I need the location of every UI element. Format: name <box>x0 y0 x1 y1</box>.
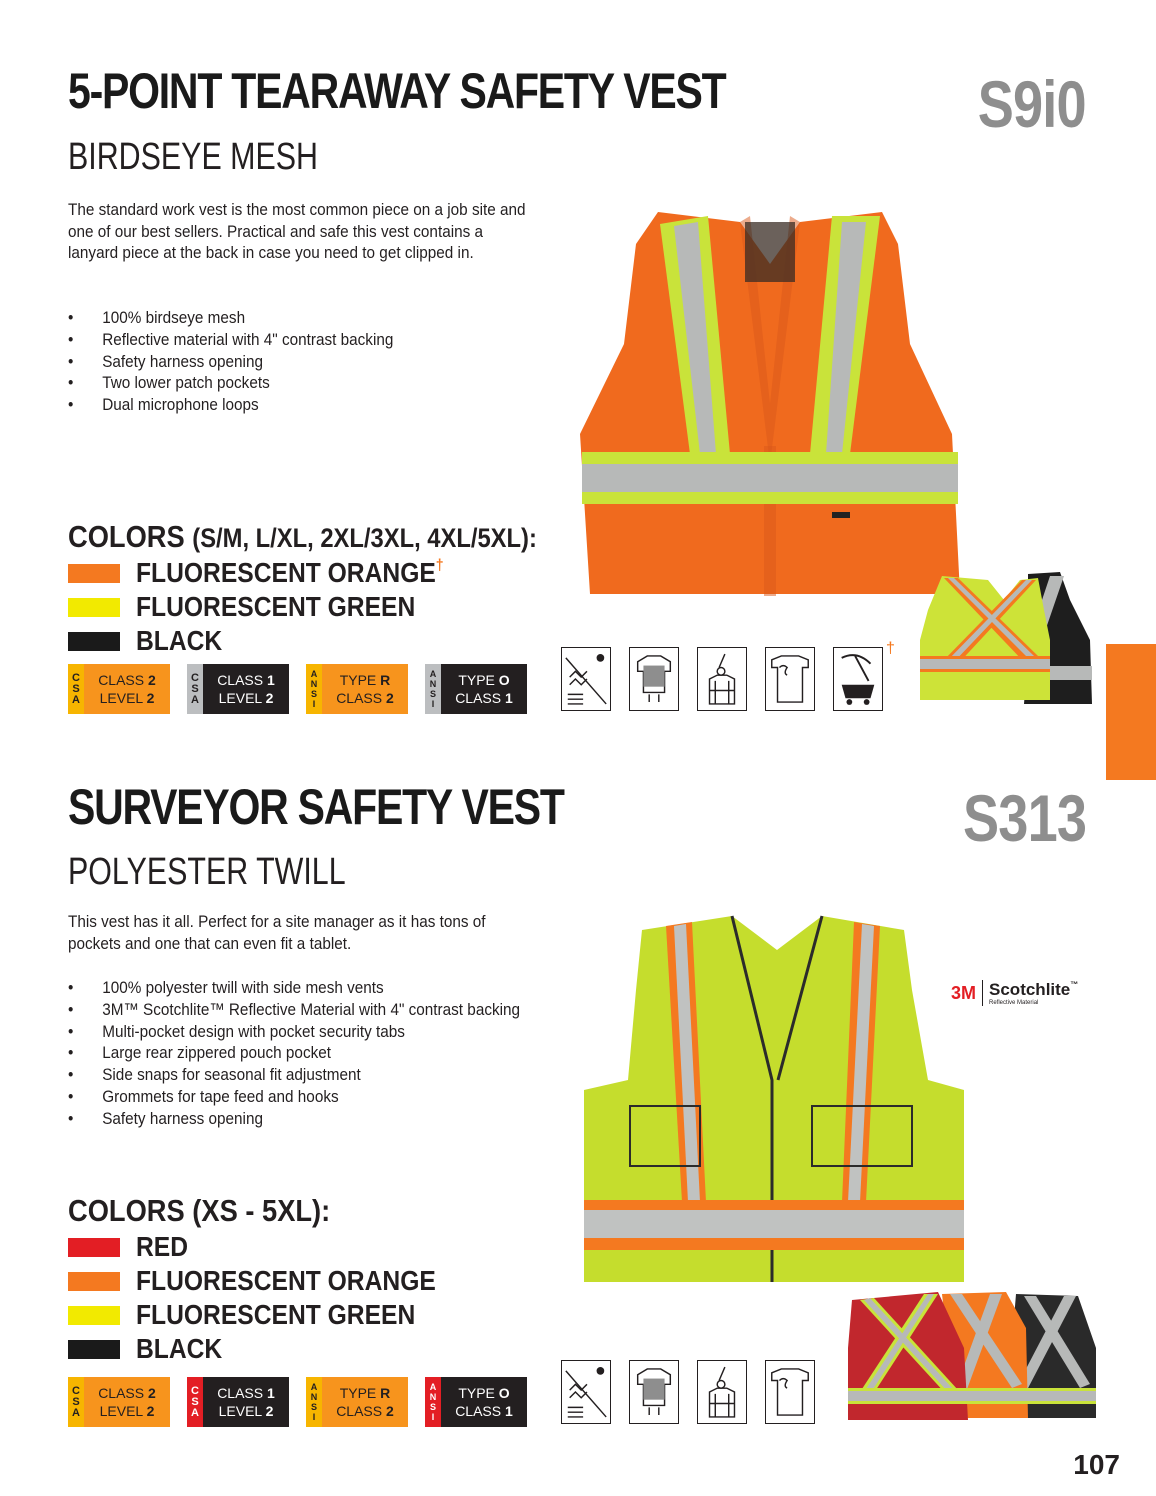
badge-org: C S A <box>68 1377 84 1427</box>
mining-icon <box>833 647 883 711</box>
vest-color-variants-image <box>918 570 1096 710</box>
badge-org: A N S I <box>425 664 441 714</box>
tshirt-icon <box>765 647 815 711</box>
product-title: SURVEYOR SAFETY VEST <box>68 779 564 835</box>
tshirt-icon <box>765 1360 815 1424</box>
colors-heading <box>68 519 537 555</box>
feature-item: • Side snaps for seasonal fit adjustment <box>68 1064 520 1086</box>
sizes-label: (S/M, L/XL, 2XL/3XL, 4XL/5XL): <box>192 523 537 553</box>
harness-opening-icon <box>697 647 747 711</box>
product-description: The standard work vest is the most common piece on a job site and one of our best sellers. Practical and safe this vest contains a lanyard piece at the back in case you need to get clipped in. <box>68 200 526 262</box>
orange-vest-image <box>580 204 960 604</box>
color-name: FLUORESCENT ORANGE <box>136 1265 436 1296</box>
sizes-label: (XS - 5XL): <box>192 1193 331 1228</box>
color-swatch <box>68 1238 120 1257</box>
feature-item: • 3M™ Scotchlite™ Reflective Material with 4" contrast backing <box>68 999 520 1021</box>
colors-label: COLORS <box>68 1193 185 1228</box>
color-swatch <box>68 632 120 651</box>
feature-item: • 100% polyester twill with side mesh vents <box>68 977 520 999</box>
ansi-typer-class2-badge: A N S I TYPE R CLASS 2 <box>306 664 408 714</box>
colors-label: COLORS <box>68 519 185 554</box>
feature-item: • Multi-pocket design with pocket security tabs <box>68 1021 520 1043</box>
feature-item: • Two lower patch pockets <box>68 372 393 394</box>
product-subtitle: BIRDSEYE MESH <box>68 136 319 178</box>
color-swatch <box>68 564 120 583</box>
csa-class2-level2-badge: C S A CLASS 2 LEVEL 2 <box>68 1377 170 1427</box>
badge-org: C S A <box>187 664 203 714</box>
3m-logo: 3M <box>951 983 977 1003</box>
badge-org: C S A <box>68 664 84 714</box>
color-name: RED <box>136 1231 189 1262</box>
feature-item: • Grommets for tape feed and hooks <box>68 1086 520 1108</box>
ansi-typer-class2-badge: A N S I TYPE R CLASS 2 <box>306 1377 408 1427</box>
feature-item: • Reflective material with 4" contrast backing <box>68 329 393 351</box>
vest-color-variants-image <box>846 1288 1098 1424</box>
color-option <box>68 558 486 588</box>
scotchlite-logo: 3M Scotchlite™ Reflective Material <box>951 980 1079 1006</box>
feature-item: • Safety harness opening <box>68 1108 520 1130</box>
csa-class2-level2-badge: C S A CLASS 2 LEVEL 2 <box>68 664 170 714</box>
icon-footnote-dagger: † <box>886 640 895 657</box>
color-name: FLUORESCENT GREEN <box>136 1299 416 1330</box>
product-subtitle: POLYESTER TWILL <box>68 851 346 893</box>
feature-item: • Dual microphone loops <box>68 394 393 416</box>
csa-class1-level2-badge: C S A CLASS 1 LEVEL 2 <box>187 1377 289 1427</box>
section-tab <box>1106 644 1156 780</box>
tearaway-icon <box>629 1360 679 1424</box>
surveyor-vest-image <box>582 910 972 1290</box>
color-name: BLACK <box>136 625 223 656</box>
feature-item: • 100% birdseye mesh <box>68 307 393 329</box>
product-description: This vest has it all. Perfect for a site manager as it has tons of pockets and one that can even fit a tablet. <box>68 912 486 953</box>
feature-list <box>68 307 393 416</box>
page-number: 107 <box>1073 1449 1120 1480</box>
csa-class1-level2-badge: C S A CLASS 1 LEVEL 2 <box>187 664 289 714</box>
ansi-typeo-class1-badge: A N S I TYPE O CLASS 1 <box>425 1377 527 1427</box>
color-option <box>68 1266 477 1296</box>
color-name: FLUORESCENT GREEN <box>136 591 416 622</box>
badge-org: A N S I <box>306 1377 322 1427</box>
badge-org: A N S I <box>306 664 322 714</box>
color-swatch <box>68 1340 120 1359</box>
color-name: FLUORESCENT ORANGE† <box>136 557 444 588</box>
product-title: 5-POINT TEARAWAY SAFETY VEST <box>68 63 726 119</box>
harness-opening-icon <box>697 1360 747 1424</box>
product-code: S9i0 <box>977 67 1086 141</box>
feature-item: • Safety harness opening <box>68 351 393 373</box>
feature-item: • Large rear zippered pouch pocket <box>68 1042 520 1064</box>
color-option <box>68 592 453 622</box>
color-option <box>68 626 234 656</box>
colors-heading <box>68 1193 330 1229</box>
color-option <box>68 1334 234 1364</box>
product-code: S313 <box>962 781 1086 855</box>
feature-list <box>68 977 520 1130</box>
color-name: BLACK <box>136 1333 223 1364</box>
color-swatch <box>68 1306 120 1325</box>
breathable-fabric-icon <box>561 647 611 711</box>
color-swatch <box>68 598 120 617</box>
tearaway-icon <box>629 647 679 711</box>
badge-org: C S A <box>187 1377 203 1427</box>
badge-org: A N S I <box>425 1377 441 1427</box>
color-option <box>68 1300 453 1330</box>
breathable-fabric-icon <box>561 1360 611 1424</box>
ansi-typeo-class1-badge: A N S I TYPE O CLASS 1 <box>425 664 527 714</box>
color-option <box>68 1232 195 1262</box>
color-swatch <box>68 1272 120 1291</box>
